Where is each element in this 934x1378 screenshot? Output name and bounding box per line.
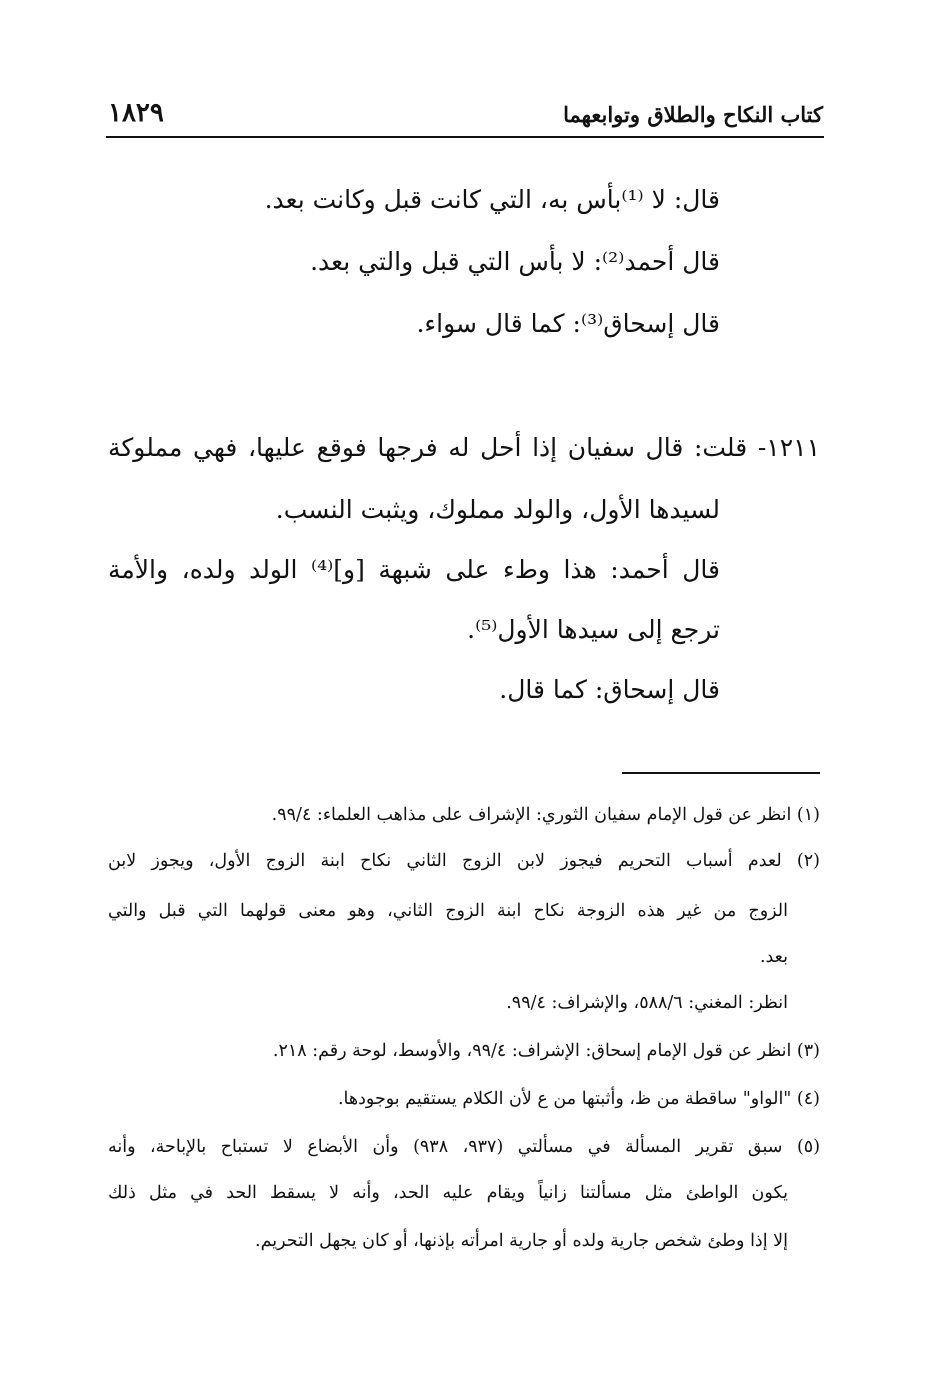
footnote-line: إلا إذا وطئ شخص جارية ولده أو جارية امرأته بإذنها، أو كان يجهل التحريم. [255, 1231, 788, 1251]
body-line: ترجع إلى سيدها الأول⁽⁵⁾. [467, 615, 720, 644]
footnote-line: (٣) انظر عن قول الإمام إسحاق: الإشراف: ٩٩/٤، والأوسط، لوحة رقم: ٢١٨. [272, 1041, 820, 1061]
body-line: قال إسحاق⁽³⁾: كما قال سواء. [416, 309, 720, 338]
footnote-line: (١) انظر عن قول الإمام سفيان الثوري: الإشراف على مذاهب العلماء: ٩٩/٤. [271, 805, 820, 825]
body-line: لسيدها الأول، والولد مملوك، ويثبت النسب. [275, 495, 720, 524]
body-line: قال أحمد⁽²⁾: لا بأس التي قبل والتي بعد. [310, 247, 720, 276]
body-line: قال أحمد: هذا وطء على شبهة [و]⁽⁴⁾ الولد ولده، والأمة [108, 555, 720, 584]
footnote-line: بعد. [759, 947, 788, 967]
footnote-line: (٢) لعدم أسباب التحريم فيجوز لابن الزوج الثاني نكاح ابنة الزوج الأول، ويجوز لابن [108, 851, 820, 871]
body-line: قال: لا ⁽¹⁾بأس به، التي كانت قبل وكانت بعد. [264, 185, 720, 214]
body-line: ١٢١١- قلت: قال سفيان إذا أحل له فرجها فوقع عليها، فهي مملوكة [108, 433, 820, 462]
footnote-line: (٥) سبق تقرير المسألة في مسألتي (٩٣٧، ٩٣٨) وأن الأبضاع لا تستباح بالإباحة، وأنه [108, 1137, 821, 1157]
header-title: كتاب النكاح والطلاق وتوابعهما [563, 102, 823, 127]
body-line: قال إسحاق: كما قال. [499, 675, 720, 704]
page-number: ١٨٢٩ [108, 98, 164, 128]
running-header [108, 98, 823, 134]
footnote-line: انظر: المغني: ٥٨٨/٦، والإشراف: ٩٩/٤. [506, 993, 788, 1013]
footnote-line: الزوج من غير هذه الزوجة نكاح ابنة الزوج الثاني، وهو معنى قولهما التي قبل والتي [108, 901, 788, 921]
footnote-separator [622, 772, 820, 774]
footnote-line: يكون الواطئ مثل مسألتنا زانياً ويقام عليه الحد، وأنه لا يسقط الحد في مثل ذلك [108, 1183, 788, 1203]
header-rule [106, 136, 824, 138]
footnote-line: (٤) "الواو" ساقطة من ظ، وأثبتها من ع لأن الكلام يستقيم بوجودها. [337, 1089, 820, 1109]
